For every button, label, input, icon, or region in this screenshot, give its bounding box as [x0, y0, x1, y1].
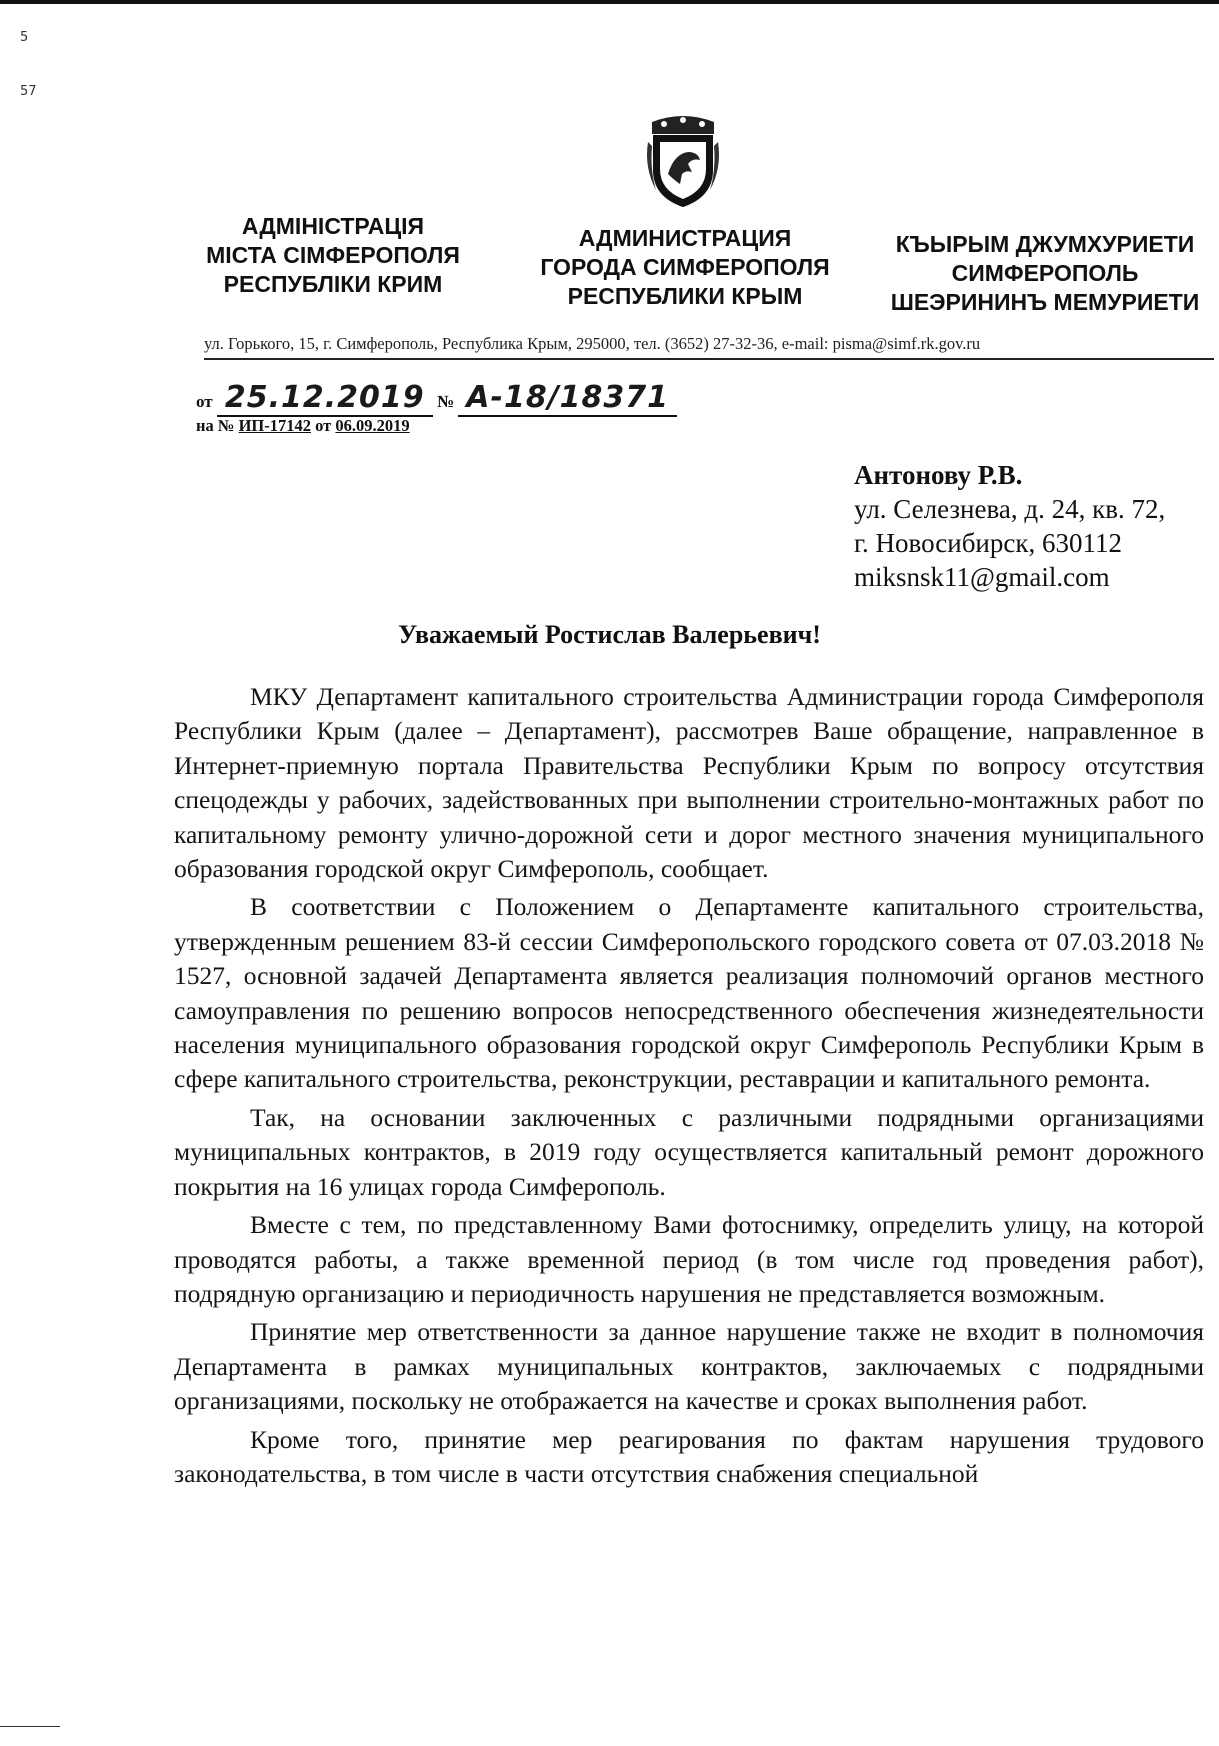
header-line: МІСТА СІМФЕРОПОЛЯ: [206, 242, 460, 268]
outgoing-reference: [196, 380, 677, 417]
header-ukrainian: [178, 212, 488, 299]
margin-mark: 57: [20, 84, 37, 99]
incoming-date: 06.09.2019: [335, 416, 410, 435]
body-paragraph: Кроме того, принятие мер реагирования по фактам нарушения трудового законодательства, в том числе в части отсутствия снабжения специальной: [174, 1424, 1204, 1488]
incoming-number: ИП-17142: [238, 416, 312, 435]
header-crimean-tatar: [872, 230, 1218, 317]
header-line: КЪЫРЫМ ДЖУМХУРИЕТИ: [895, 231, 1195, 257]
outgoing-from-label: от: [196, 392, 213, 411]
letterhead-address: ул. Горького, 15, г. Симферополь, Республика Крым, 295000, тел. (3652) 27-32-36, e-mail: pisma@simf.rk.gov.ru: [204, 334, 981, 353]
outgoing-date-handwritten: 25.12.2019: [217, 380, 433, 417]
recipient-street: ул. Селезнева, д. 24, кв. 72,: [854, 494, 1166, 524]
header-line: СИМФЕРОПОЛЬ: [951, 260, 1139, 286]
salutation: Уважаемый Ростислав Валерьевич!: [398, 620, 821, 649]
header-line: ГОРОДА СИМФЕРОПОЛЯ: [540, 254, 830, 280]
letterhead-divider: [204, 358, 1214, 360]
incoming-label: на №: [196, 416, 235, 435]
recipient-email: miksnsk11@gmail.com: [854, 562, 1110, 592]
header-line: ШЕЭРИНИНЪ МЕМУРИЕТИ: [890, 289, 1200, 315]
body-paragraph: МКУ Департамент капитального строительства Администрации города Симферополя Республики Крым (далее – Департамент), рассмотрев Ваше обращение, направленное в Интернет-приемную портала Правительства Республики Крым по вопросу отсутствия спецодежды у рабочих, задействованных при выполнении строительно-монтажных работ по капитальному ремонту улично-дорожной сети и дорог местного значения муниципального образования городской округ Симферополь, сообщает.: [174, 682, 1204, 884]
outgoing-number-label: №: [436, 392, 455, 411]
margin-mark: 5: [20, 30, 29, 45]
header-line: РЕСПУБЛІКИ КРИМ: [223, 271, 443, 297]
incoming-reference: [196, 416, 410, 436]
page-top-border: [0, 0, 1219, 4]
body-paragraph: Принятие мер ответственности за данное нарушение также не входит в полномочия Департамента в рамках муниципальных контрактов, заключаемых с подрядными организациями, поскольку не отображается на качестве и сроках выполнения работ.: [174, 1317, 1204, 1416]
recipient-name: Антонову Р.В.: [854, 460, 1023, 490]
letter-body: [174, 680, 1204, 1495]
header-line: РЕСПУБЛИКИ КРЫМ: [567, 283, 803, 309]
recipient-city: г. Новосибирск, 630112: [854, 528, 1122, 558]
header-line: АДМІНІСТРАЦІЯ: [241, 213, 425, 239]
header-line: АДМИНИСТРАЦИЯ: [578, 225, 792, 251]
recipient-block: [854, 458, 1165, 594]
scan-artifact: [0, 1726, 60, 1727]
coat-of-arms-icon: [640, 112, 726, 208]
outgoing-number-handwritten: А-18/18371: [458, 380, 677, 417]
header-russian: [500, 224, 870, 311]
body-paragraph: Вместе с тем, по представленному Вами фотоснимку, определить улицу, на которой проводятся работы, а также временной период (в том числе год проведения работ), подрядную организацию и периодичность нарушения не представляется возможным.: [174, 1210, 1204, 1308]
incoming-from-label: от: [315, 416, 332, 435]
body-paragraph: В соответствии с Положением о Департаменте капитального строительства, утвержденным решением 83-й сессии Симферопольского городского совета от 07.03.2018 № 1527, основной задачей Департамента является реализация полномочий органов местного самоуправления по решению вопросов непосредственного обеспечения жизнедеятельности населения муниципального образования городской округ Симферополь Республики Крым в сфере капитального строительства, реконструкции, реставрации и капитального ремонта.: [174, 892, 1204, 1094]
body-paragraph: Так, на основании заключенных с различными подрядными организациями муниципальных контрактов, в 2019 году осуществляется капитальный ремонт дорожного покрытия на 16 улицах города Симферополь.: [174, 1102, 1204, 1201]
